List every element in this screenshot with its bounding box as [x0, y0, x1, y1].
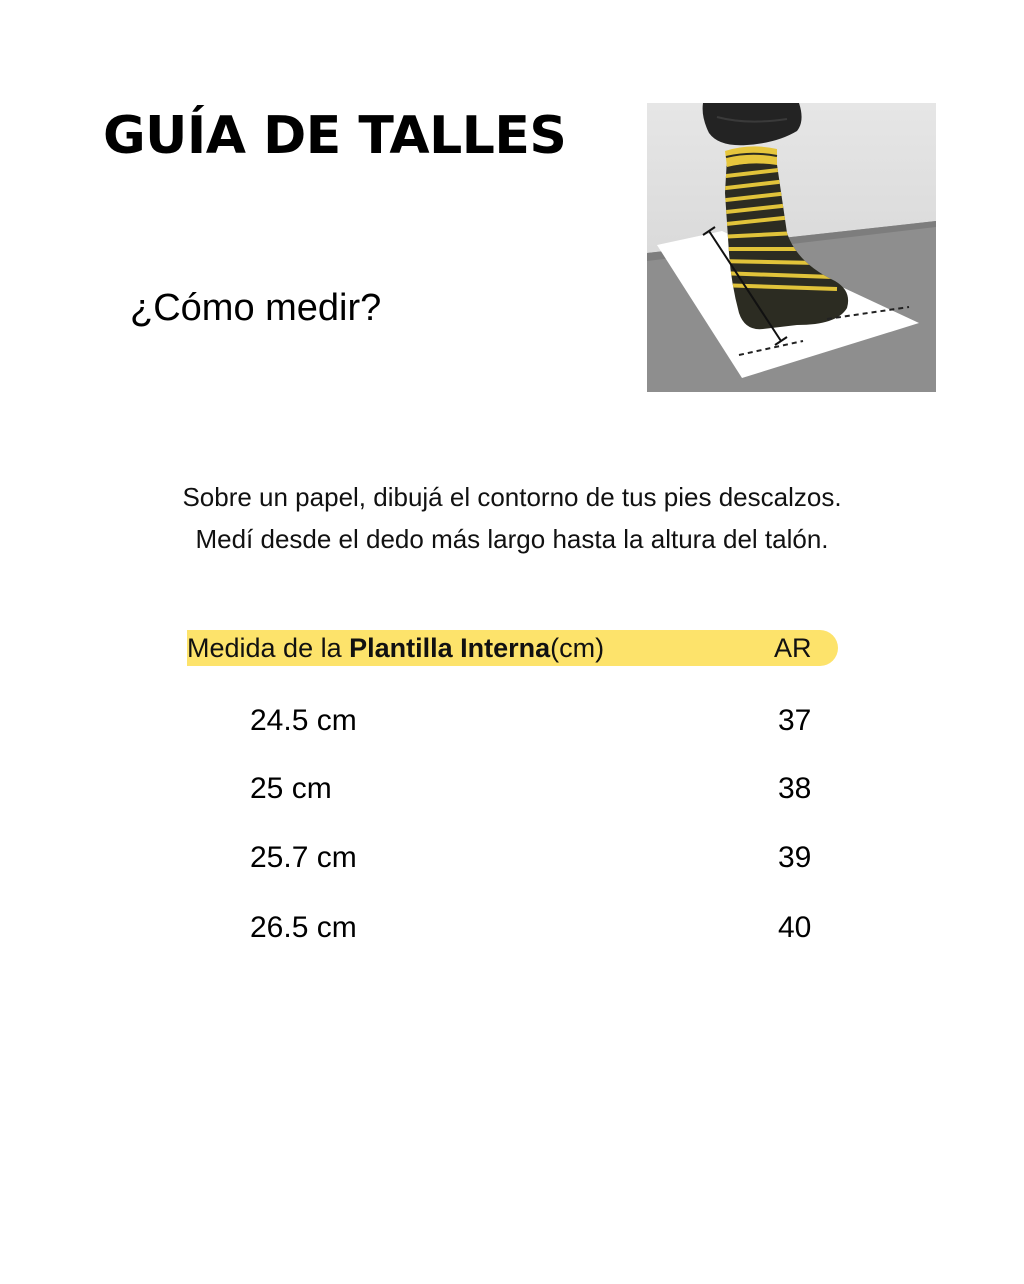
size-cell: 39 — [778, 841, 812, 874]
size-cell: 37 — [778, 704, 812, 737]
instruction-line: Sobre un papel, dibujá el contorno de tus pies descalzos. — [182, 482, 842, 512]
how-to-measure-heading: ¿Cómo medir? — [130, 287, 382, 329]
page-title: GUÍA DE TALLES — [103, 106, 567, 166]
measure-header-suffix: (cm) — [550, 633, 605, 663]
table-row — [0, 701, 1024, 741]
measure-column-header — [187, 630, 604, 666]
insole-measure-cell: 25 cm — [250, 772, 332, 805]
insole-measure-cell: 24.5 cm — [250, 704, 357, 737]
insole-measure-cell: 26.5 cm — [250, 911, 357, 944]
size-column-header: AR — [774, 633, 812, 663]
table-row — [0, 908, 1024, 948]
instruction-line: Medí desde el dedo más largo hasta la altura del talón. — [195, 524, 829, 554]
measure-header-prefix: Medida de la — [187, 633, 350, 663]
size-cell: 40 — [778, 911, 812, 944]
table-row — [0, 838, 1024, 878]
measure-header-bold: Plantilla Interna — [349, 633, 551, 663]
sock-foot-measuring-photo — [647, 103, 936, 392]
measuring-instructions — [0, 476, 1024, 560]
table-row — [0, 769, 1024, 809]
size-table-header — [187, 630, 838, 666]
insole-measure-cell: 25.7 cm — [250, 841, 357, 874]
size-cell: 38 — [778, 772, 812, 805]
